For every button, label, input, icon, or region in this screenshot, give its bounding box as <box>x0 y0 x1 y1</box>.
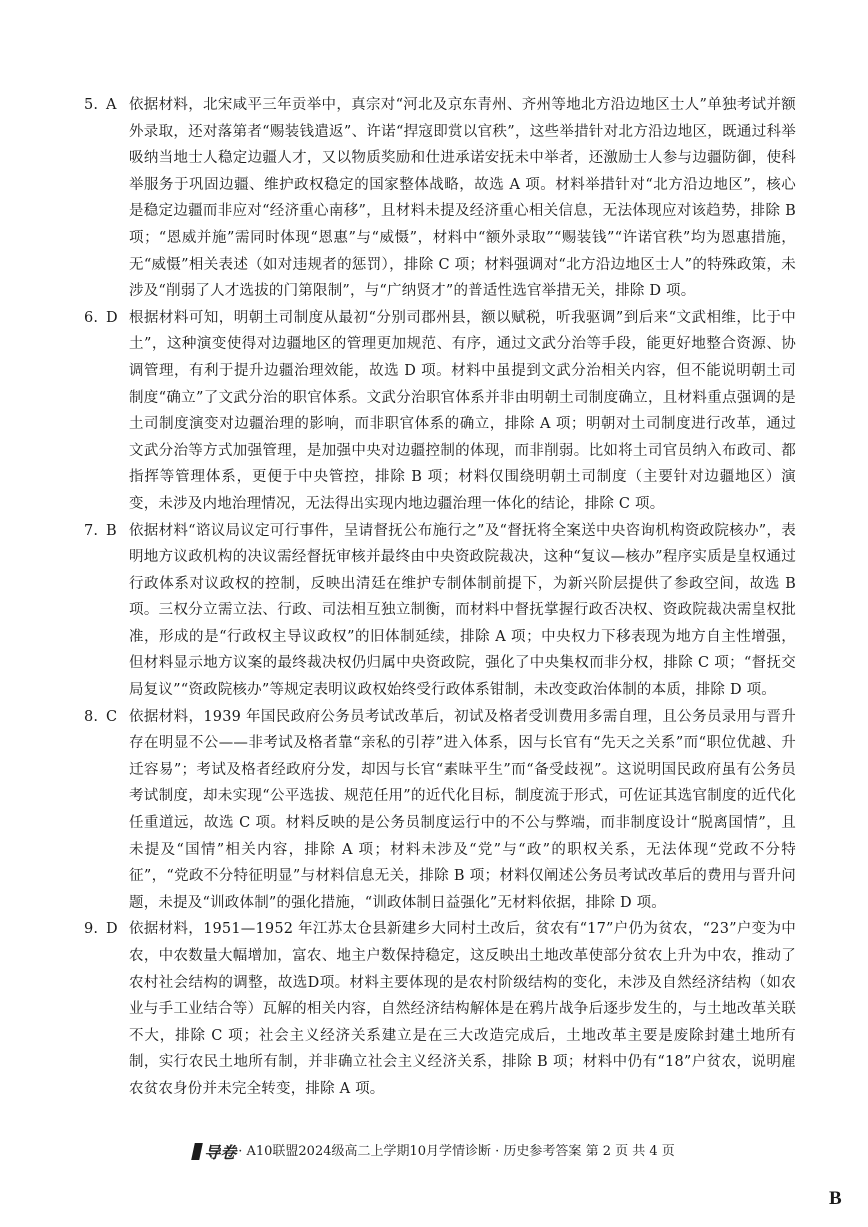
question-number: 9. <box>84 921 99 938</box>
brand-logo-icon <box>191 1143 203 1160</box>
answer-item-8 <box>84 704 796 917</box>
answer-item-6 <box>84 305 796 518</box>
explanation-text: 依据材料“谘议局议定可行事件，呈请督抚公布施行之”及“督抚将全案送中央咨询机构资政院核办”，表明地方议政机构的决议需经督抚审核并最终由中央资政院裁决，这种“复议—核办”程序实质是皇权通过行政体系对议政权的控制，反映出清廷在维护专制体制前提下，为新兴阶层提供了参政空间，故选 B 项。三权分立需立法、行政、司法相互独立制衡，而材料中督抚掌握行政否决权、资政院裁决需皇权批准，形成的是“行政权主导议政权”的旧体制延续，排除 A 项；中央权力下移表现为地方自主性增强，但材料显示地方议案的最终裁决权仍归属中央资政院，强化了中央集权而非分权，排除 C 项；“督抚交局复议”“资政院核办”等规定表明议政权始终受行政体系钳制，未改变政治体制的本质，排除 D 项。 <box>129 522 796 699</box>
question-number: 5. <box>84 97 99 113</box>
question-number: 7. <box>84 522 99 539</box>
answer-item-9 <box>84 916 796 1102</box>
footer-text: · A10联盟2024级高二上学期10月学情诊断 · 历史参考答案 第 2 页 共 4 页 <box>238 1144 675 1159</box>
answer-letter: A <box>106 97 117 113</box>
explanation-text: 依据材料，1951—1952 年江苏太仓县新建乡大同村土改后，贫农有“17”户仍为贫农，“23”户变为中农，中农数量大幅增加，富农、地主户数保持稳定，这反映出土地改革使部分贫农上升为中农，推动了农村社会结构的调整，故选D项。材料主要体现的是农村阶级结构的变化，未涉及自然经济结构（如农业与手工业结合等）瓦解的相关内容，自然经济结构解体是在鸦片战争后逐步发生的，与土地改革关联不大，排除 C 项；社会主义经济关系建立是在三大改造完成后，土地改革主要是废除封建土地所有制，实行农民土地所有制，并非确立社会主义经济关系，排除 B 项；材料中仍有“18”户贫农，说明雇农贫农身份并未完全转变，排除 A 项。 <box>129 921 796 1097</box>
answer-letter: D <box>106 921 118 938</box>
answer-letter: C <box>106 708 118 725</box>
answer-item-5 <box>84 92 796 305</box>
explanation-text: 依据材料，北宋咸平三年贡举中，真宗对“河北及京东青州、齐州等地北方沿边地区士人”单独考试并额外录取，还对落第者“赐装钱遣返”、许诺“捍寇即赏以官秩”，这些举措针对北方沿边地区，既通过科举吸纳当地士人稳定边疆人才，又以物质奖励和仕进承诺安抚未中举者，还激励士人参与边疆防御，使科举服务于巩固边疆、维护政权稳定的国家整体战略，故选 A 项。材料举措针对“北方沿边地区”，核心是稳定边疆而非应对“经济重心南移”，且材料未提及经济重心相关信息，无法体现应对该趋势，排除 B 项；“恩威并施”需同时体现“恩惠”与“威慑”，材料中“额外录取”“赐装钱”“许诺官秩”均为恩惠措施，无“威慑”相关表述（如对违规者的惩罚），排除 C 项；材料强调对“北方沿边地区士人”的特殊政策，未涉及“削弱了人才选拔的门第限制”，与“广纳贤才”的普适性选官举措无关，排除 D 项。 <box>129 97 796 300</box>
answer-letter: B <box>106 522 117 539</box>
question-number: 8. <box>84 708 99 725</box>
answer-item-7 <box>84 518 796 704</box>
explanation-text: 根据材料可知，明朝土司制度从最初“分别司郡州县，额以赋税，听我驱调”到后来“文武相维，比于中土”，这种演变使得对边疆地区的管理更加规范、有序，通过文武分治等手段，能更好地整合资源、协调管理，有利于提升边疆治理效能，故选 D 项。材料中虽提到文武分治相关内容，但不能说明朝土司制度“确立”了文武分治的职官体系。文武分治职官体系并非由明朝土司制度确立，且材料重点强调的是土司制度演变对边疆治理的影响，而非职官体系的确立，排除 A 项；明朝对土司制度进行改革，通过文武分治等方式加强管理，是加强中央对边疆控制的体现，而非削弱。比如将土司官员纳入布政司、都指挥等管理体系，更便于中央管控，排除 B 项；材料仅围绕明朝土司制度（主要针对边疆地区）演变，未涉及内地治理情况，无法得出实现内地边疆治理一体化的结论，排除 C 项。 <box>129 309 796 512</box>
page-footer <box>0 1140 868 1163</box>
corner-mark: B <box>829 1188 842 1209</box>
explanation-text: 依据材料，1939 年国民政府公务员考试改革后，初试及格者受训费用多需自理，且公务员录用与晋升存在明显不公——非考试及格者靠“亲私的引荐”进入体系，因与长官有“先天之关系”而“职位优越、升迁容易”；考试及格者经政府分发，却因与长官“素昧平生”而“备受歧视”。这说明国民政府虽有公务员考试制度，却未实现“公平选拔、规范任用”的近代化目标，制度流于形式，可佐证其选官制度的近代化任重道远，故选 C 项。材料反映的是公务员制度运行中的不公与弊端，而非制度设计“脱离国情”，且未提及“国情”相关内容，排除 A 项；材料未涉及“党”与“政”的职权关系，无法体现“党政不分特征”，“党政不分特征明显”与材料信息无关，排除 B 项；材料仅阐述公务员考试改革后的费用与晋升问题，未提及“训政体制”的强化措施，“训政体制日益强化”无材料依据，排除 D 项。 <box>129 708 796 911</box>
question-number: 6. <box>84 309 99 326</box>
answer-list <box>84 92 796 1103</box>
answer-letter: D <box>106 309 118 326</box>
brand-name: 导卷 <box>204 1143 237 1162</box>
